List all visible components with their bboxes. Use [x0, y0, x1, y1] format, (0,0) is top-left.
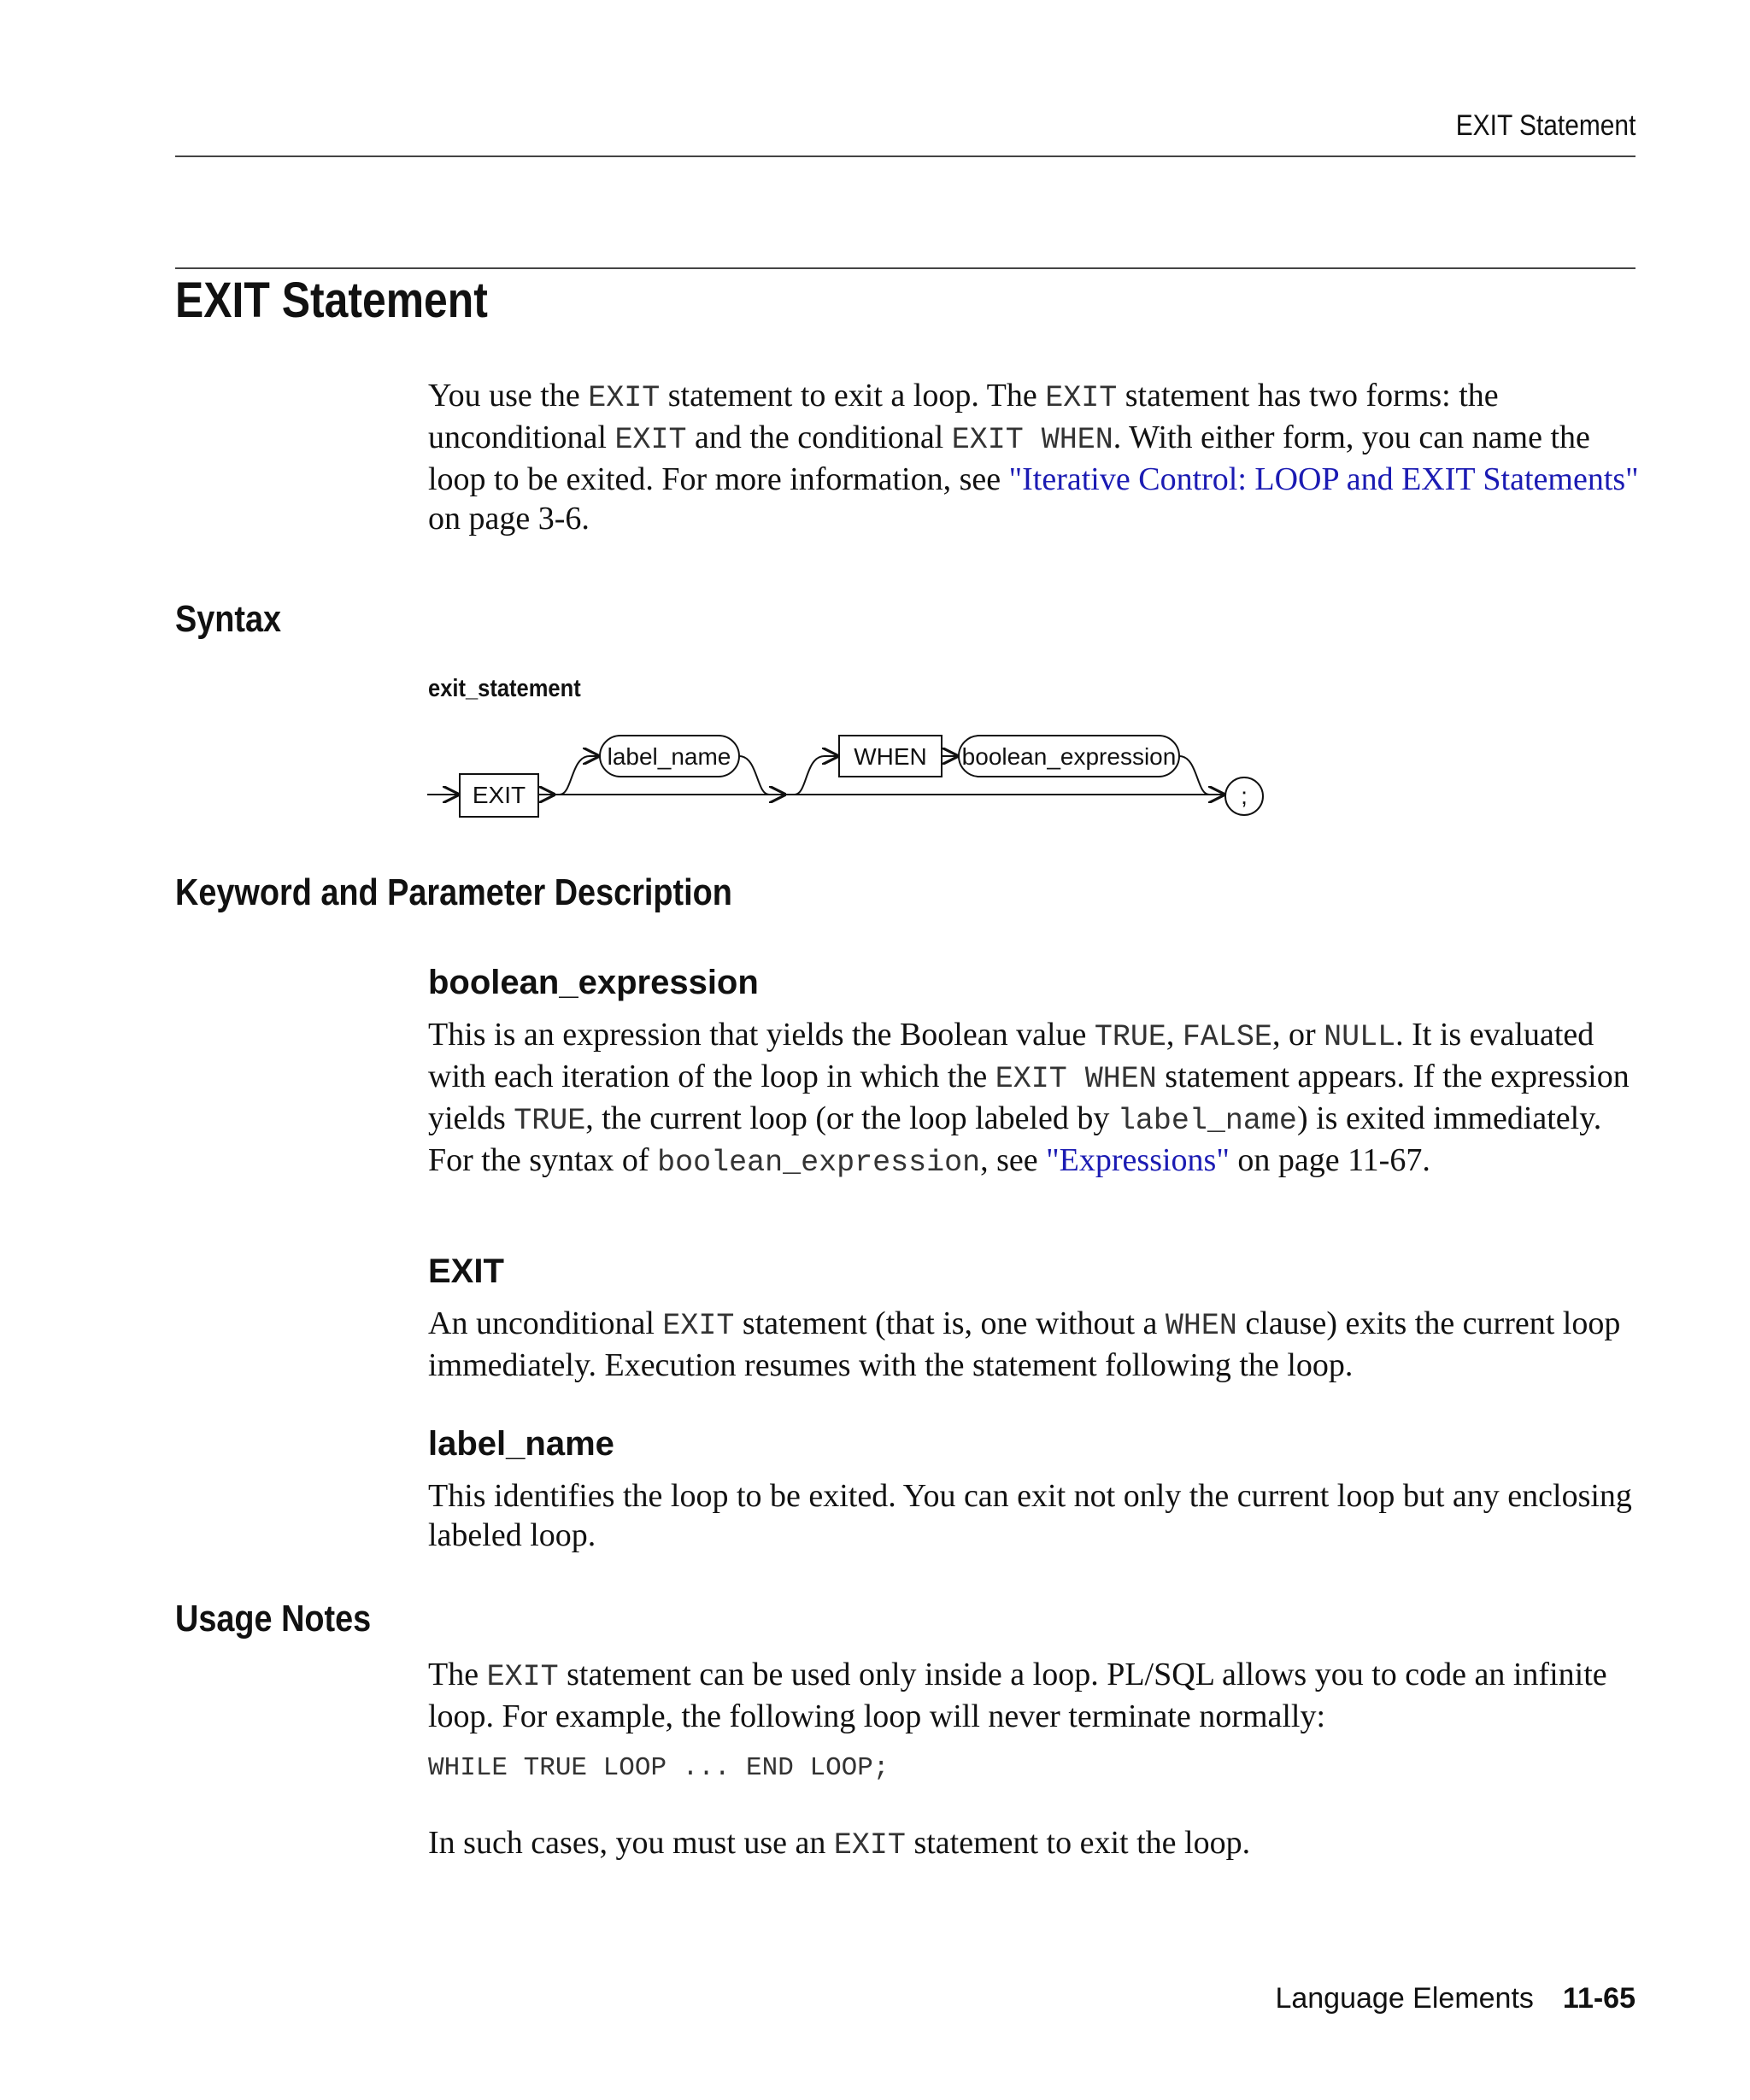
- exit-description: An unconditional EXIT statement (that is, one without a WHEN clause) exits the current loop immediately. Execution resumes with the statement following the loop.: [428, 1305, 1621, 1383]
- code-example: WHILE TRUE LOOP ... END LOOP;: [428, 1753, 890, 1783]
- title-rule: [175, 267, 1635, 269]
- usage-heading: Usage Notes: [175, 1598, 372, 1640]
- keyword-heading: Keyword and Parameter Description: [175, 871, 732, 913]
- diagram-semicolon-text: ;: [1241, 783, 1248, 809]
- diagram-when-text: WHEN: [854, 743, 927, 770]
- page-title: EXIT Statement: [175, 273, 488, 328]
- syntax-diagram: [419, 718, 1290, 829]
- syntax-heading: Syntax: [175, 598, 282, 640]
- term-exit: EXIT: [428, 1252, 504, 1290]
- term-boolean-expression: boolean_expression: [428, 964, 759, 1001]
- intro-paragraph: You use the EXIT statement to exit a loop. The EXIT statement has two forms: the unconditional EXIT and the conditional EXIT WHEN. With either form, you can name the loop to be exited. For more information, see "Iterative Control: LOOP and EXIT Statements" on page 3-6.: [428, 378, 1639, 537]
- boolean-expression-description: This is an expression that yields the Boolean value TRUE, FALSE, or NULL. It is evaluated with each iteration of the loop in which the EXIT WHEN statement appears. If the expression yields TRUE, the current loop (or the loop labeled by label_name) is exited immediately. For the syntax of boolean_expression, see "Expressions" on page 11-67.: [428, 1017, 1630, 1180]
- label-name-description: This identifies the loop to be exited. You can exit not only the current loop but any enclosing labeled loop.: [428, 1478, 1632, 1553]
- header-rule: [175, 155, 1635, 157]
- iterative-control-link[interactable]: "Iterative Control: LOOP and EXIT Statements": [1008, 461, 1639, 497]
- diagram-label: exit_statement: [428, 675, 581, 702]
- diagram-boolean-expression-text: boolean_expression: [961, 743, 1177, 770]
- term-label-name: label_name: [428, 1425, 614, 1463]
- usage-paragraph-1: The EXIT statement can be used only inside a loop. PL/SQL allows you to code an infinite loop. For example, the following loop will never terminate normally:: [428, 1657, 1607, 1734]
- usage-paragraph-2: In such cases, you must use an EXIT statement to exit the loop.: [428, 1825, 1251, 1862]
- page-number: 11-65: [1562, 1982, 1635, 2015]
- footer-section: Language Elements: [1275, 1982, 1534, 2015]
- page-footer: [1275, 1982, 1635, 2015]
- diagram-label-name-text: label_name: [607, 743, 731, 770]
- expressions-link[interactable]: "Expressions": [1046, 1142, 1230, 1178]
- running-header: EXIT Statement: [1455, 109, 1635, 142]
- diagram-exit-text: EXIT: [472, 782, 526, 808]
